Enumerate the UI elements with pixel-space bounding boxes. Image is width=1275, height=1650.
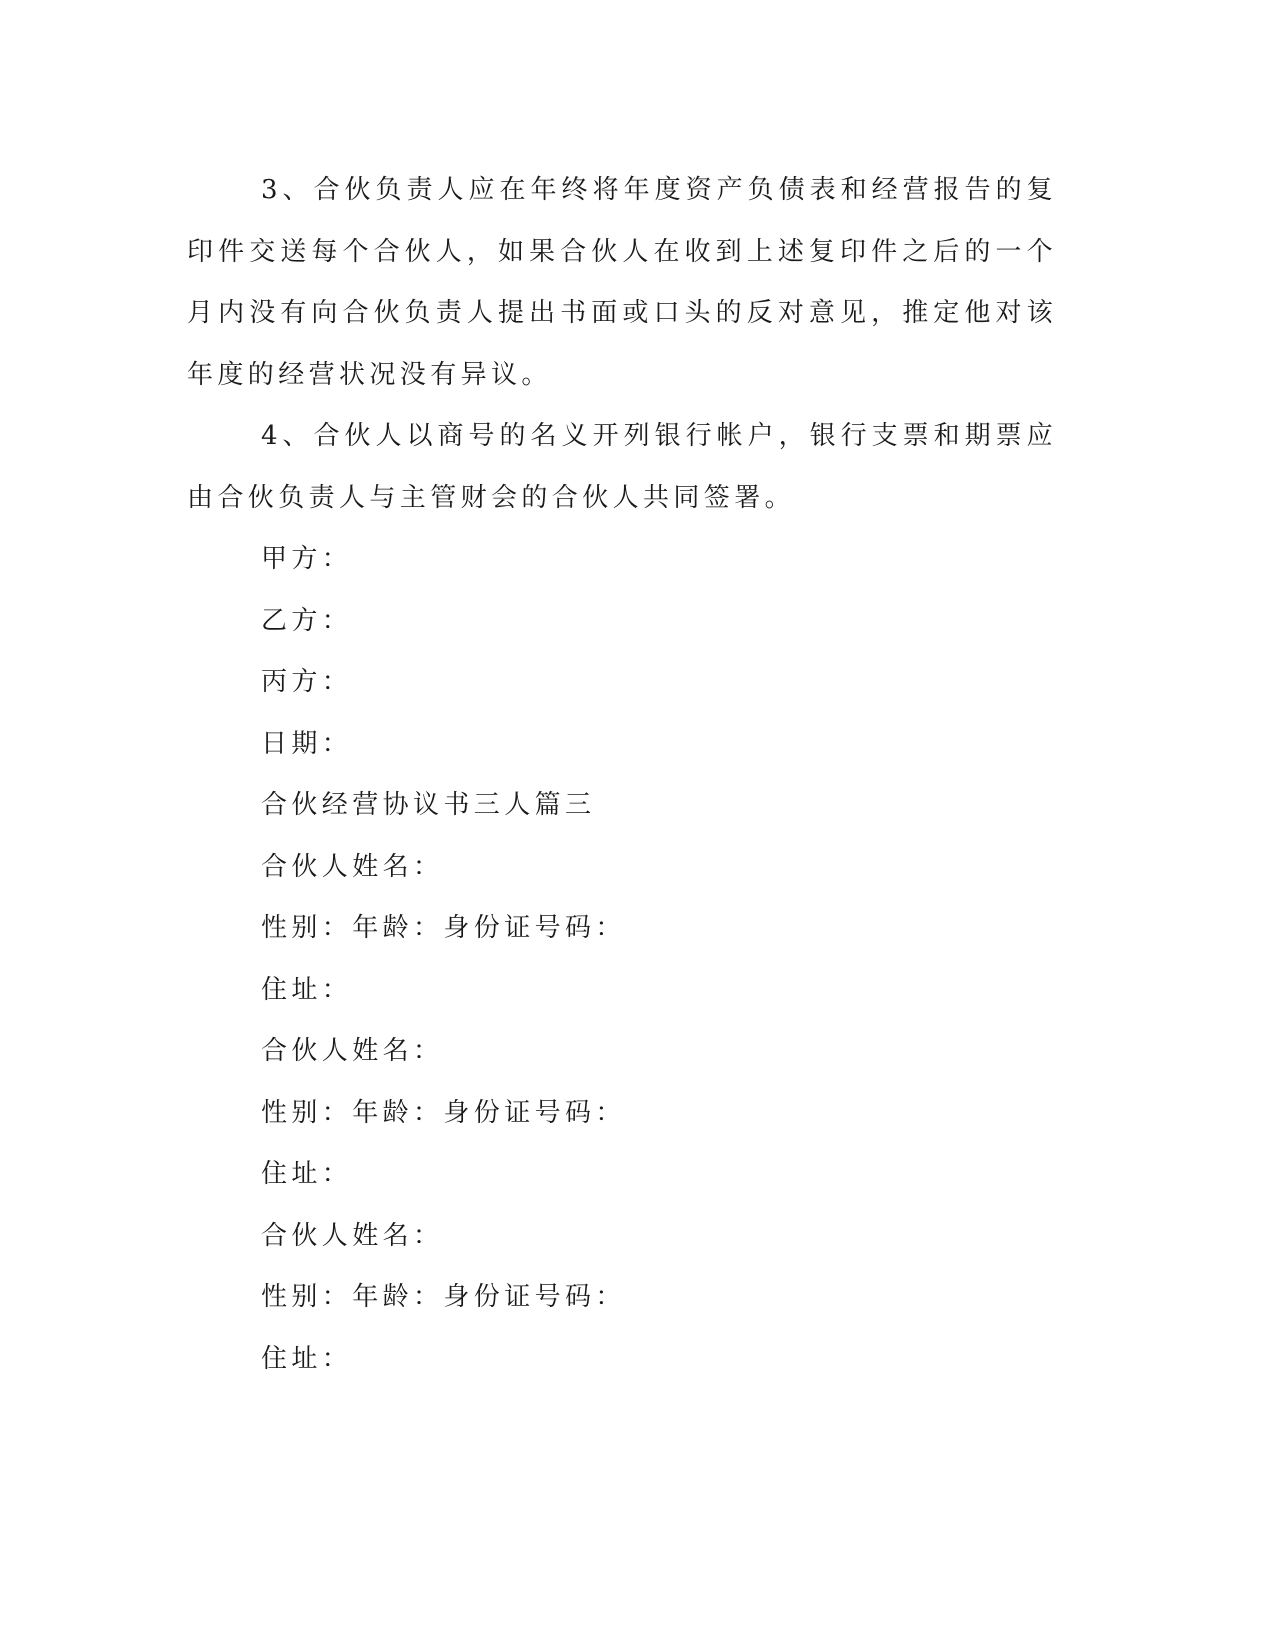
section-title: 合伙经营协议书三人篇三	[261, 790, 596, 820]
party-b-label: 乙方：	[261, 605, 353, 636]
partner-1-address-label: 住址：	[261, 974, 353, 1005]
partner-1-info-label: 性别：年龄：身份证号码：	[261, 913, 626, 943]
partner-2-info-label: 性别：年龄：身份证号码：	[261, 1097, 626, 1128]
clause-3-paragraph: 3、合伙负责人应在年终将年度资产负债表和经营报告的复印件交送每个合伙人，如果合伙人在收到上述复印件之后的一个月内没有向合伙负责人提出书面或口头的反对意见，推定他对该年度的经营状况没有异议。	[187, 175, 1057, 390]
clause-4-paragraph: 4、合伙人以商号的名义开列银行帐户，银行支票和期票应由合伙负责人与主管财会的合伙人共同签署。	[187, 421, 1057, 513]
partner-1-name-label: 合伙人姓名：	[261, 851, 444, 882]
partner-2-name-label: 合伙人姓名：	[261, 1036, 444, 1066]
partner-3-name-label: 合伙人姓名：	[261, 1220, 444, 1251]
partner-2-address-label: 住址：	[261, 1159, 353, 1189]
party-a-label: 甲方：	[261, 544, 353, 574]
partner-3-info-label: 性别：年龄：身份证号码：	[261, 1282, 626, 1312]
partner-3-address-label: 住址：	[261, 1343, 353, 1374]
party-c-label: 丙方：	[261, 667, 353, 697]
document-body	[187, 160, 1057, 1390]
date-label: 日期：	[261, 728, 353, 759]
